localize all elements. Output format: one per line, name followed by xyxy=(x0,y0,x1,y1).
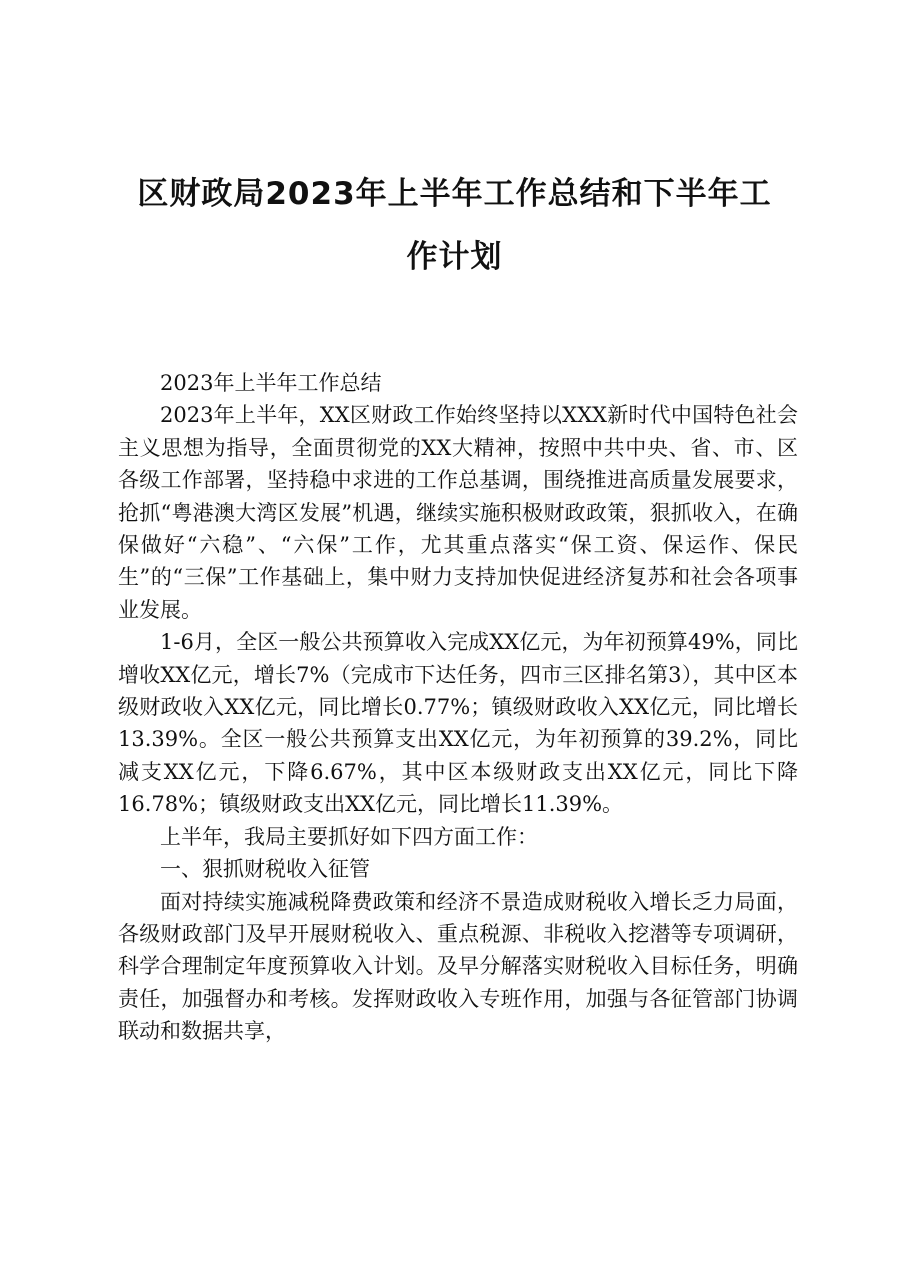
section-heading-summary: 2023年上半年工作总结 xyxy=(160,371,382,395)
paragraph-work-intro: 上半年，我局主要抓好如下四方面工作： xyxy=(160,824,538,849)
paragraph-revenue: 面对持续实施减税降费政策和经济不景造成财税收入增长乏力局面，各级财政部门及早开展财税收入、重点税源、非税收入挖潜等专项调研，科学合理制定年度预算收入计划。及早分解落实财税收入目标任务，明确责任，加强督办和考核。发挥财政收入专班作用，加强与各征管部门协调联动和数据共享， xyxy=(118,889,798,1044)
document-body xyxy=(118,367,798,1048)
document-title-line-2: 作计划 xyxy=(406,239,503,275)
document-title-line-1: 区财政局2023年上半年工作总结和下半年工 xyxy=(137,176,772,212)
section-heading-revenue: 一、狠抓财税收入征管 xyxy=(160,857,370,882)
paragraph-overview: 2023年上半年，XX区财政工作始终坚持以XXX新时代中国特色社会主义思想为指导，全面贯彻党的XX大精神，按照中共中央、省、市、区各级工作部署，坚持稳中求进的工作总基调，围绕推进高质量发展要求，抢抓“粤港澳大湾区发展”机遇，继续实施积极财政政策，狠抓收入，在确保做好“六稳”、“六保”工作，尤其重点落实“保工资、保运作、保民生”的“三保”工作基础上，集中财力支持加快促进经济复苏和社会各项事业发展。 xyxy=(118,403,798,622)
paragraph-budget-figures: 1-6月，全区一般公共预算收入完成XX亿元，为年初预算49%，同比增收XX亿元，增长7%（完成市下达任务，四市三区排名第3），其中区本级财政收入XX亿元，同比增长0.77%；镇级财政收入XX亿元，同比增长13.39%。全区一般公共预算支出XX亿元，为年初预算的39.2%，同比减支XX亿元，下降6.67%，其中区本级财政支出XX亿元，同比下降16.78%；镇级财政支出XX亿元，同比增长11.39%。 xyxy=(118,630,798,817)
